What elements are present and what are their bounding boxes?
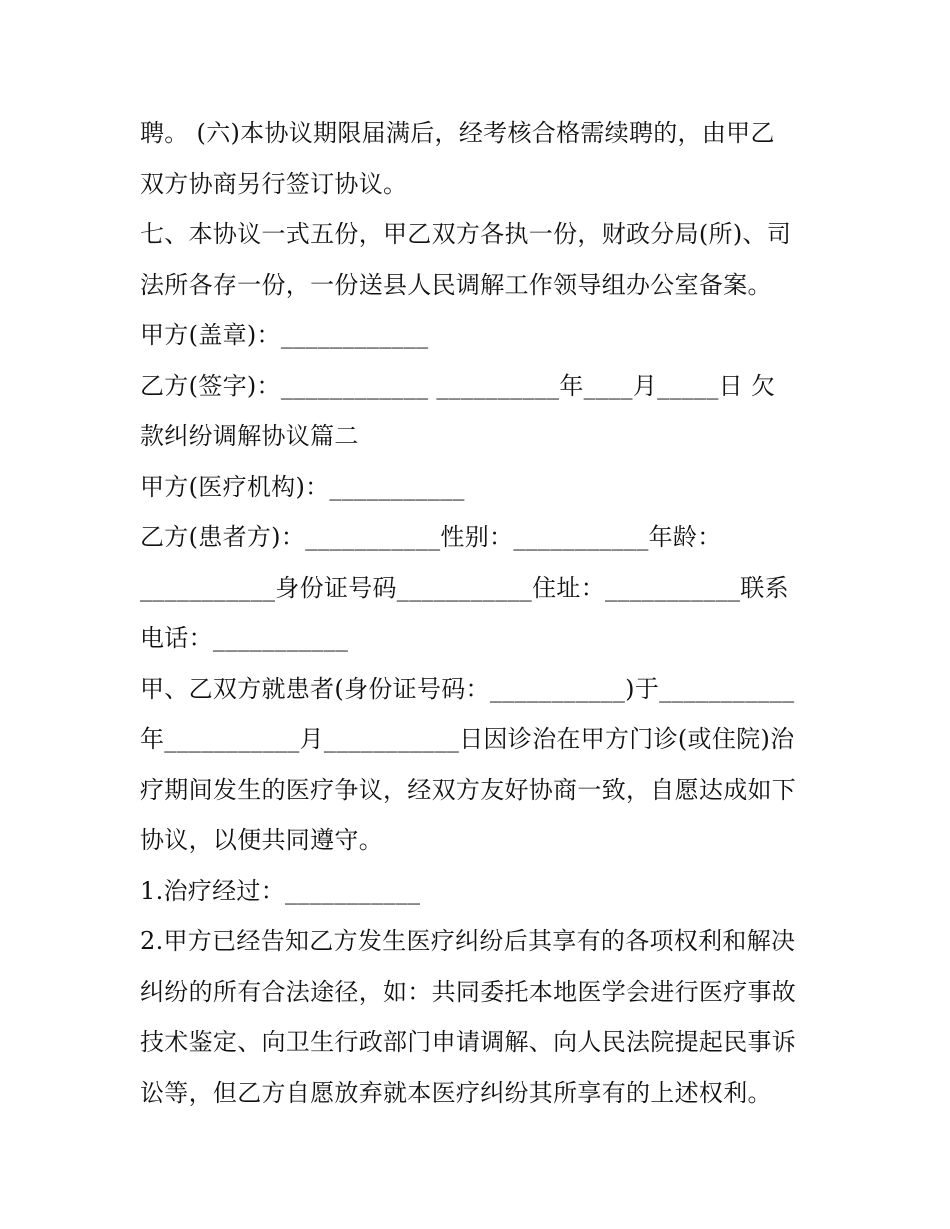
text-line: 双方协商另行签订协议。 — [140, 169, 408, 198]
text-line: 甲、乙双方就患者(身份证号码：___________)于___________ — [140, 674, 795, 703]
text-line: ___________身份证号码___________住址：___________联系 — [140, 573, 789, 602]
text-line: 甲方(医疗机构)：___________ — [140, 472, 465, 501]
text-line: 乙方(患者方)：___________性别：___________年龄： — [140, 523, 722, 551]
text-line: 纠纷的所有合法途径，如：共同委托本地医学会进行医疗事故 — [140, 977, 797, 1006]
text-line: 甲方(盖章)：____________ — [140, 321, 429, 349]
text-line: 聘。 (六)本协议期限届满后，经考核合格需续聘的，由甲乙 — [140, 119, 775, 147]
text-line: 年___________月___________日因诊治在甲方门诊(或住院)治 — [140, 725, 795, 753]
text-line: 电话：___________ — [140, 624, 349, 652]
text-line: 讼等，但乙方自愿放弃就本医疗纠纷其所享有的上述权利。 — [140, 1078, 772, 1107]
text-line: 1.治疗经过：___________ — [140, 876, 421, 905]
text-line: 乙方(签字)：____________ __________年____月_____日 欠 — [140, 371, 776, 400]
text-line: 七、本协议一式五份，甲乙双方各执一份，财政分局(所)、司 — [140, 220, 792, 248]
section-title: 款纠纷调解协议篇二 — [140, 422, 359, 450]
text-line: 法所各存一份，一份送县人民调解工作领导组办公室备案。 — [140, 270, 772, 299]
text-line: 疗期间发生的医疗争议，经双方友好协商一致，自愿达成如下 — [140, 775, 797, 804]
document-body — [140, 108, 820, 1118]
text-line: 2.甲方已经告知乙方发生医疗纠纷后其享有的各项权利和解决 — [140, 927, 796, 955]
text-line: 技术鉴定、向卫生行政部门申请调解、向人民法院提起民事诉 — [140, 1028, 797, 1056]
text-line: 协议，以便共同遵守。 — [140, 826, 383, 854]
